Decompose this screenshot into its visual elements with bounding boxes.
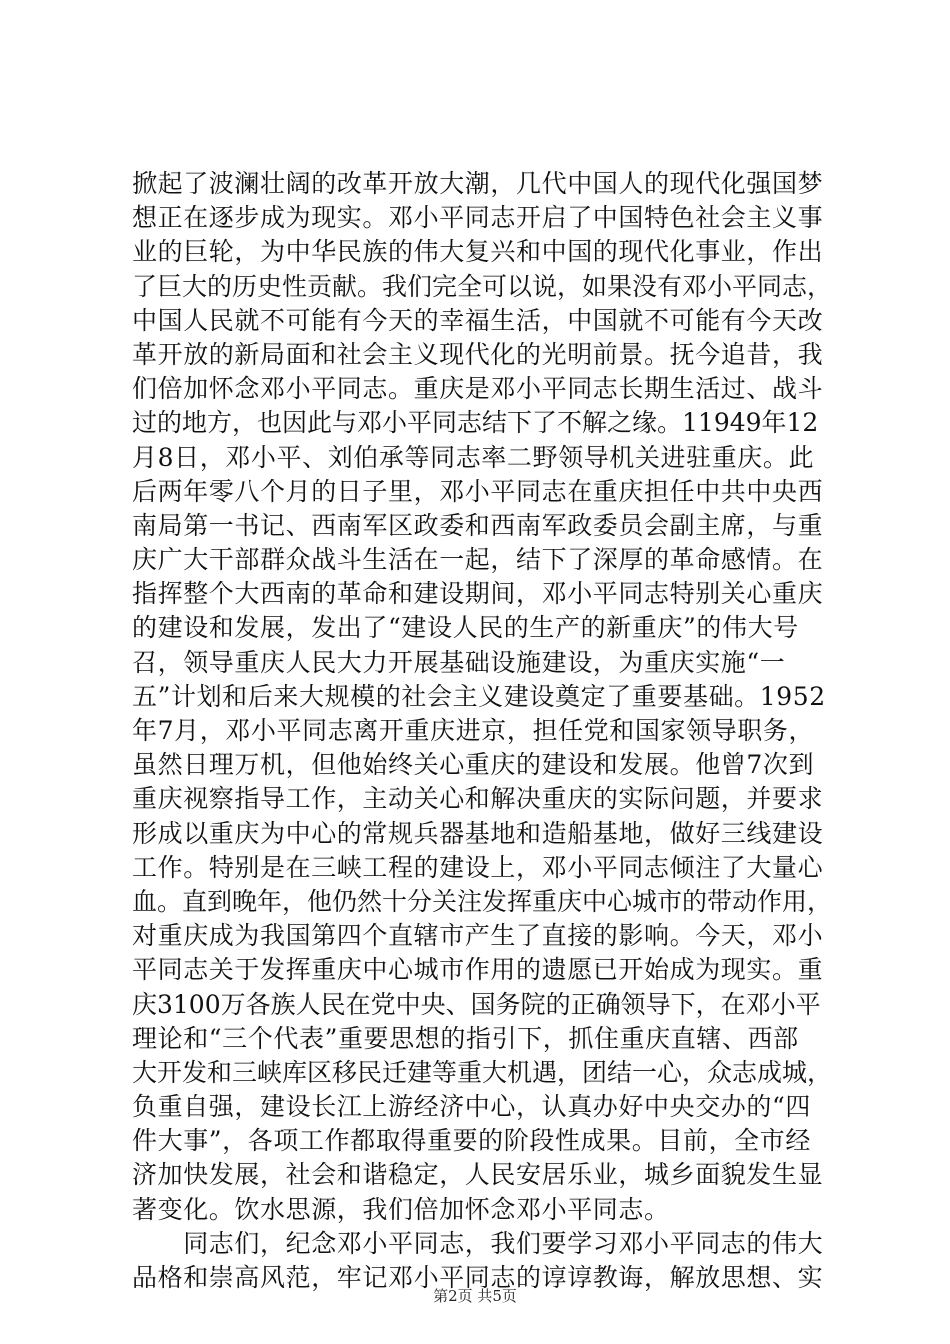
text-line: 指挥整个大西南的革命和建设期间，邓小平同志特别关心重庆 bbox=[132, 579, 824, 609]
text-line: 品格和崇高风范，牢记邓小平同志的谆谆教诲，解放思想、实 bbox=[132, 1263, 824, 1292]
text-line: 月8日，邓小平、刘伯承等同志率二野领导机关进驻重庆。此 bbox=[132, 442, 815, 472]
text-line: 想正在逐步成为现实。邓小平同志开启了中国特色社会主义事 bbox=[132, 203, 824, 233]
text-line: 虽然日理万机，但他始终关心重庆的建设和发展。他曾7次到 bbox=[132, 750, 815, 780]
body-text bbox=[132, 167, 832, 1295]
text-line: 后两年零八个月的日子里，邓小平同志在重庆担任中共中央西 bbox=[132, 476, 824, 506]
text-line: 了巨大的历史性贡献。我们完全可以说，如果没有邓小平同志， bbox=[132, 271, 833, 301]
text-line: 召，领导重庆人民大力开展基础设施建设，为重庆实施“一 bbox=[132, 647, 786, 677]
text-line: 业的巨轮，为中华民族的伟大复兴和中国的现代化事业，作出 bbox=[132, 237, 824, 267]
text-line: 对重庆成为我国第四个直辖市产生了直接的影响。今天，邓小 bbox=[132, 921, 824, 951]
text-line: 中国人民就不可能有今天的幸福生活，中国就不可能有今天改 bbox=[132, 305, 824, 335]
text-line: 庆广大干部群众战斗生活在一起，结下了深厚的革命感情。在 bbox=[132, 545, 824, 575]
text-line: 著变化。饮水思源，我们倍加怀念邓小平同志。 bbox=[132, 1194, 670, 1224]
text-line: 负重自强，建设长江上游经济中心，认真办好中央交办的“四 bbox=[132, 1092, 811, 1122]
text-line: 掀起了波澜壮阔的改革开放大潮，几代中国人的现代化强国梦 bbox=[132, 169, 824, 198]
text-line: 年7月，邓小平同志离开重庆进京，担任党和国家领导职务， bbox=[132, 716, 815, 745]
text-line: 革开放的新局面和社会主义现代化的光明前景。抚今追昔，我 bbox=[132, 339, 824, 369]
text-line: 们倍加怀念邓小平同志。重庆是邓小平同志长期生活过、战斗 bbox=[132, 374, 824, 404]
text-line: 过的地方，也因此与邓小平同志结下了不解之缘。11949年12 bbox=[132, 408, 819, 438]
text-line: 平同志关于发挥重庆中心城市作用的遗愿已开始成为现实。重 bbox=[132, 955, 824, 985]
text-line: 南局第一书记、西南军区政委和西南军政委员会副主席，与重 bbox=[132, 510, 824, 540]
text-line: 工作。特别是在三峡工程的建设上，邓小平同志倾注了大量心 bbox=[132, 852, 824, 882]
text-line: 大开发和三峡库区移民迁建等重大机遇，团结一心，众志成城， bbox=[132, 1057, 833, 1087]
text-line: 血。直到晚年，他仍然十分关注发挥重庆中心城市的带动作用， bbox=[132, 886, 833, 916]
text-line: 件大事”，各项工作都取得重要的阶段性成果。目前，全市经 bbox=[132, 1126, 811, 1156]
text-line: 的建设和发展，发出了“建设人民的生产的新重庆”的伟大号 bbox=[132, 613, 799, 643]
text-line: 济加快发展，社会和谐稳定，人民安居乐业，城乡面貌发生显 bbox=[132, 1160, 824, 1190]
text-line: 五”计划和后来大规模的社会主义建设奠定了重要基础。1952 bbox=[132, 681, 826, 711]
text-line: 庆3100万各族人民在党中央、国务院的正确领导下，在邓小平 bbox=[132, 989, 821, 1019]
text-line: 形成以重庆为中心的常规兵器基地和造船基地，做好三线建设 bbox=[132, 818, 824, 848]
page-footer: 第2页 共5页 bbox=[433, 1287, 517, 1305]
text-line: 重庆视察指导工作，主动关心和解决重庆的实际问题，并要求 bbox=[132, 784, 824, 814]
text-line: 理论和“三个代表”重要思想的指引下，抓住重庆直辖、西部 bbox=[132, 1023, 799, 1053]
text-line: 同志们，纪念邓小平同志，我们要学习邓小平同志的伟大 bbox=[132, 1228, 824, 1258]
